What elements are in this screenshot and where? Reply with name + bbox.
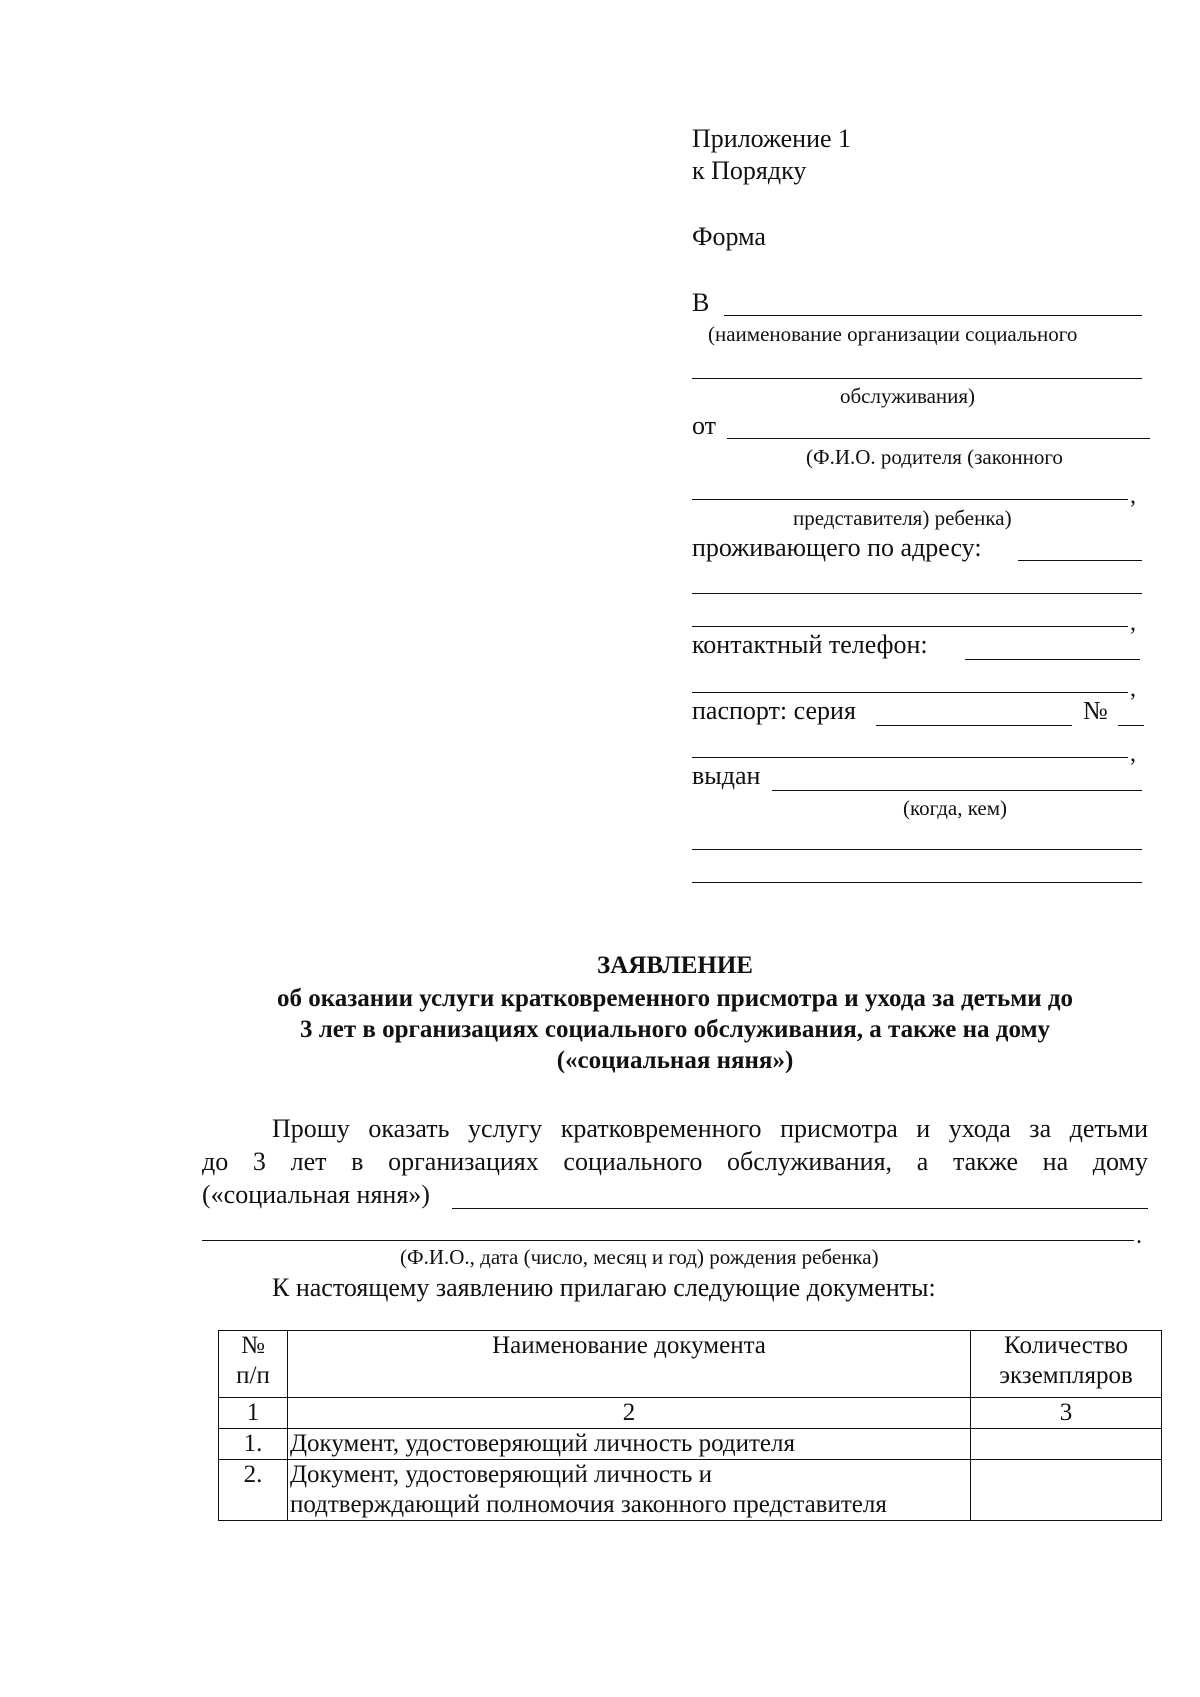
child-info-field[interactable] xyxy=(452,1179,1148,1209)
row-document-name-line-1: Документ, удостоверяющий личность и xyxy=(290,1461,712,1488)
row-number: 2. xyxy=(219,1460,288,1521)
row-quantity-cell[interactable] xyxy=(971,1460,1162,1521)
organization-caption-1: (наименование организации социального xyxy=(708,322,1078,346)
issued-label: выдан xyxy=(692,761,761,790)
address-field[interactable] xyxy=(1018,532,1142,561)
row-quantity-cell[interactable] xyxy=(971,1429,1162,1460)
column-number: 2 xyxy=(288,1398,971,1429)
phone-field[interactable] xyxy=(965,630,1140,660)
table-row xyxy=(219,1429,1162,1460)
comma: , xyxy=(1130,676,1136,702)
document-subtitle-line-1: об оказании услуги кратковременного присмотра и ухода за детьми до xyxy=(276,985,1074,1012)
document-subtitle-line-2: 3 лет в организациях социального обслуживания, а также на дому xyxy=(300,1016,1050,1043)
parent-caption-2: представителя) ребенка) xyxy=(793,506,1012,530)
order-reference: к Порядку xyxy=(692,156,807,185)
header-document-name: Наименование документа xyxy=(288,1331,971,1398)
to-prefix: В xyxy=(692,288,710,317)
phone-field-line-2[interactable] xyxy=(692,692,1128,693)
document-subtitle-line-3: («социальная няня») xyxy=(556,1047,794,1074)
column-number-row xyxy=(219,1398,1162,1429)
parent-caption-1: (Ф.И.О. родителя (законного xyxy=(806,445,1063,469)
passport-number-field[interactable] xyxy=(1118,696,1144,726)
address-label: проживающего по адресу: xyxy=(692,533,982,562)
documents-table xyxy=(218,1330,1162,1521)
request-line-3: («социальная няня») xyxy=(202,1180,430,1209)
column-number: 3 xyxy=(971,1398,1162,1429)
row-document-name-line-2: подтверждающий полномочия законного представителя xyxy=(290,1491,887,1518)
request-line-2: до 3 лет в организациях социального обслуживания, а также на дому xyxy=(202,1147,1148,1176)
child-info-caption: (Ф.И.О., дата (число, месяц и год) рождения ребенка) xyxy=(400,1245,879,1269)
comma: , xyxy=(1130,610,1136,636)
row-document-name: Документ, удостоверяющий личность родителя xyxy=(288,1429,971,1460)
header-quantity-line-1: Количество xyxy=(1004,1332,1128,1359)
appendix-label: Приложение 1 xyxy=(692,124,852,153)
header-quantity-line-2: экземпляров xyxy=(999,1362,1133,1389)
document-title: ЗАЯВЛЕНИЕ xyxy=(597,952,753,979)
request-line-1: Прошу оказать услугу кратковременного присмотра и ухода за детьми xyxy=(272,1114,1148,1143)
header-number-line-2: п/п xyxy=(236,1362,270,1389)
table-header-row xyxy=(219,1331,1162,1398)
organization-field[interactable] xyxy=(724,286,1142,316)
number-sign: № xyxy=(1083,696,1108,725)
table-row xyxy=(219,1460,1162,1521)
from-prefix: от xyxy=(692,411,717,440)
passport-series-label: паспорт: серия xyxy=(692,696,856,725)
parent-name-field[interactable] xyxy=(727,410,1150,439)
row-document-name xyxy=(288,1460,971,1521)
issued-field-line-3[interactable] xyxy=(692,882,1142,883)
parent-name-field-line-2[interactable] xyxy=(692,499,1128,500)
phone-label: контактный телефон: xyxy=(692,630,928,659)
address-field-line-2[interactable] xyxy=(692,593,1142,594)
organization-field-line-2[interactable] xyxy=(692,378,1142,379)
header-number xyxy=(219,1331,288,1398)
header-quantity xyxy=(971,1331,1162,1398)
period: . xyxy=(1136,1223,1142,1249)
issued-caption: (когда, кем) xyxy=(903,796,1007,820)
attachments-intro: К настоящему заявлению прилагаю следующие документы: xyxy=(272,1273,936,1302)
header-number-line-1: № xyxy=(241,1332,265,1359)
passport-field-line-2[interactable] xyxy=(692,757,1128,758)
issued-field-line-2[interactable] xyxy=(692,849,1142,850)
address-field-line-3[interactable] xyxy=(692,626,1128,627)
child-info-field-line-2[interactable] xyxy=(202,1240,1134,1241)
comma: , xyxy=(1130,741,1136,767)
form-label: Форма xyxy=(692,222,766,251)
passport-series-field[interactable] xyxy=(876,696,1072,726)
column-number: 1 xyxy=(219,1398,288,1429)
row-number: 1. xyxy=(219,1429,288,1460)
organization-caption-2: обслуживания) xyxy=(840,384,976,408)
issued-field[interactable] xyxy=(772,761,1142,791)
comma: , xyxy=(1130,483,1136,509)
